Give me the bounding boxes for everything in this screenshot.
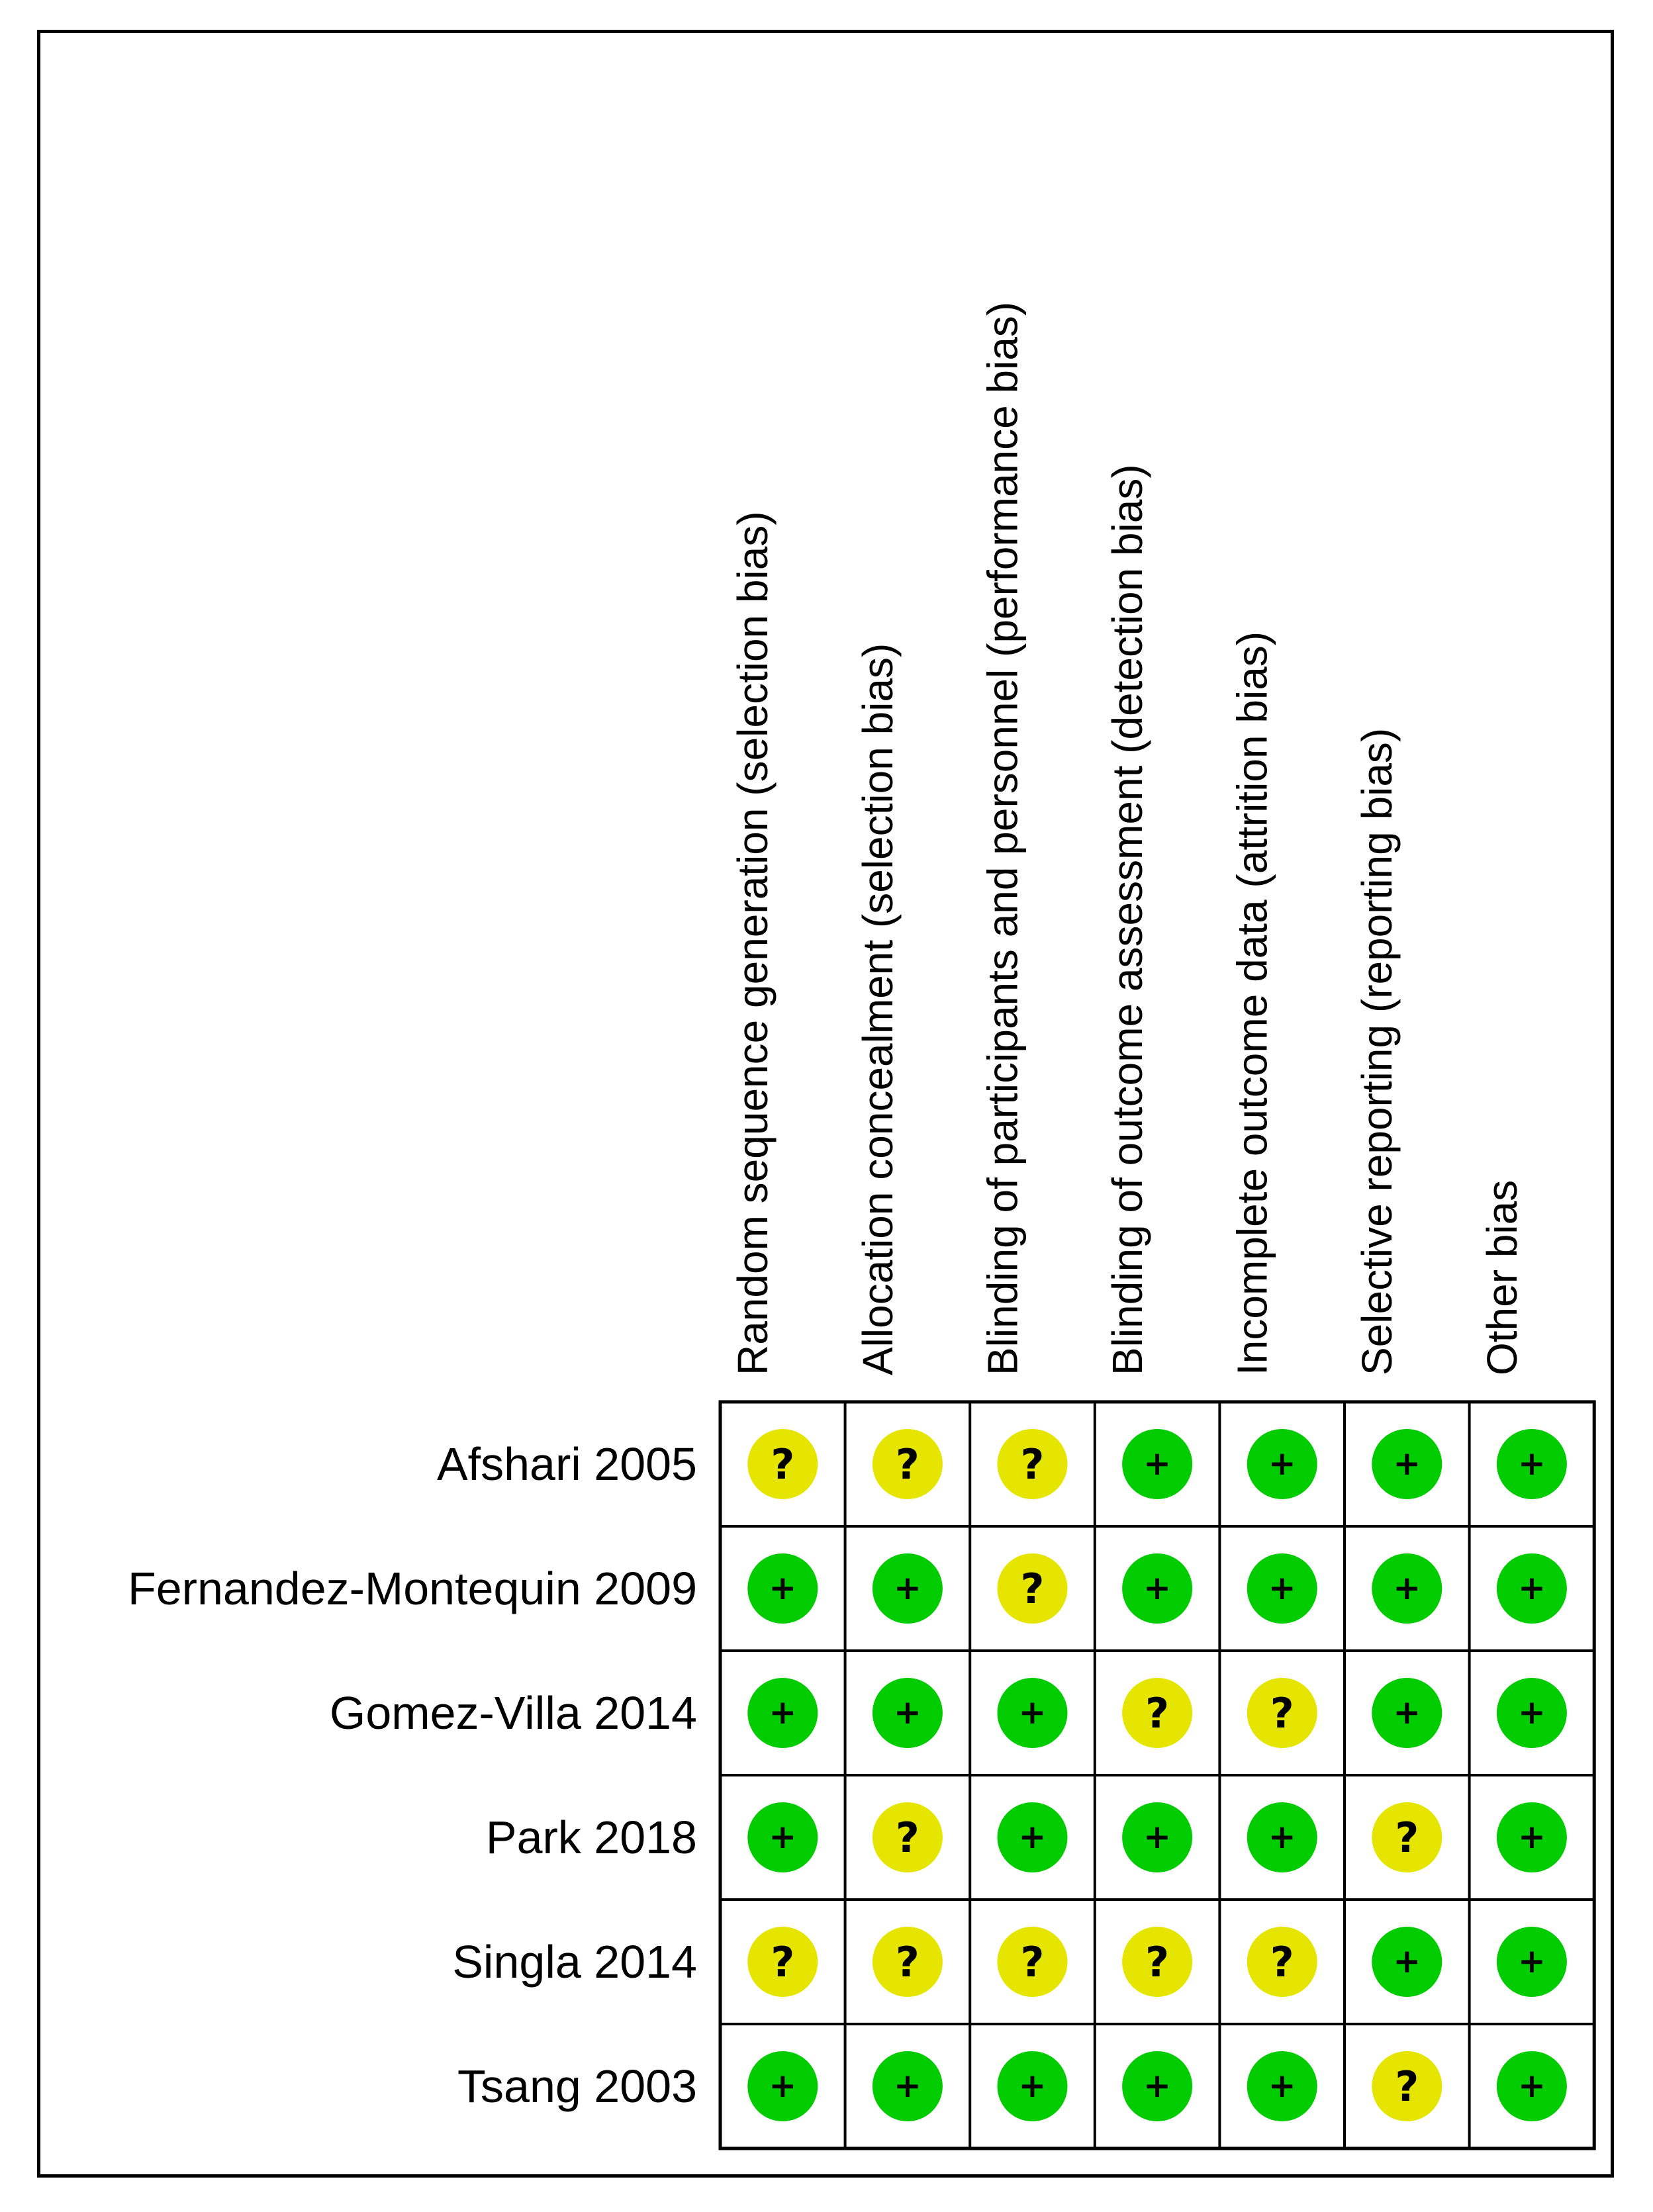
question-mark-icon: ? (771, 1440, 795, 1489)
low-risk-cell (1497, 2051, 1567, 2121)
plus-icon: + (1268, 1818, 1296, 1856)
unclear-risk-cell (747, 1927, 818, 1997)
low-risk-cell (1497, 1678, 1567, 1748)
unclear-risk-cell (873, 1927, 943, 1997)
column-label: Blinding of outcome assessment (detection bias) (1104, 464, 1152, 1375)
low-risk-cell (747, 1678, 818, 1748)
plus-icon: + (893, 1569, 921, 1607)
column-label: Allocation concealment (selection bias) (853, 643, 902, 1375)
plus-icon: + (1268, 2066, 1296, 2105)
unclear-risk-cell (1122, 1678, 1192, 1748)
plus-icon: + (1268, 1444, 1296, 1483)
low-risk-cell (747, 1553, 818, 1624)
low-risk-cell (747, 1802, 818, 1872)
column-label: Random sequence generation (selection bias) (729, 511, 777, 1375)
plus-icon: + (1517, 1818, 1546, 1856)
study-label: Park 2018 (485, 1812, 697, 1863)
plus-icon: + (1393, 1569, 1421, 1607)
low-risk-cell (998, 2051, 1068, 2121)
plus-icon: + (1517, 1693, 1546, 1731)
plus-icon: + (769, 1818, 797, 1856)
question-mark-icon: ? (895, 1814, 920, 1862)
column-label: Incomplete outcome data (attrition bias) (1228, 631, 1276, 1375)
low-risk-cell (1247, 1429, 1317, 1499)
plus-icon: + (1393, 1444, 1421, 1483)
plus-icon: + (769, 1569, 797, 1607)
plus-icon: + (1143, 1444, 1172, 1483)
unclear-risk-cell (1372, 2051, 1442, 2121)
unclear-risk-cell (873, 1802, 943, 1872)
column-label: Blinding of participants and personnel (performance bias) (978, 301, 1027, 1375)
judgement-grid (720, 1402, 1594, 2148)
question-mark-icon: ? (1145, 1689, 1170, 1737)
plus-icon: + (1517, 1942, 1546, 1980)
low-risk-cell (1122, 2051, 1192, 2121)
plus-icon: + (769, 1693, 797, 1731)
low-risk-cell (1372, 1429, 1442, 1499)
study-label: Afshari 2005 (436, 1438, 697, 1490)
low-risk-cell (1372, 1553, 1442, 1624)
unclear-risk-cell (1122, 1927, 1192, 1997)
plus-icon: + (1143, 2066, 1172, 2105)
study-label: Fernandez-Montequin 2009 (127, 1563, 697, 1614)
plus-icon: + (769, 2066, 797, 2105)
unclear-risk-cell (1372, 1802, 1442, 1872)
column-label: Selective reporting (reporting bias) (1353, 727, 1401, 1375)
unclear-risk-cell (998, 1927, 1068, 1997)
unclear-risk-cell (1247, 1927, 1317, 1997)
low-risk-cell (1497, 1802, 1567, 1872)
low-risk-cell (1372, 1678, 1442, 1748)
plus-icon: + (1143, 1818, 1172, 1856)
question-mark-icon: ? (1020, 1440, 1045, 1489)
question-mark-icon: ? (895, 1938, 920, 1986)
low-risk-cell (1497, 1553, 1567, 1624)
study-label: Tsang 2003 (457, 2060, 697, 2112)
question-mark-icon: ? (1020, 1565, 1045, 1613)
unclear-risk-cell (1247, 1678, 1317, 1748)
question-mark-icon: ? (1270, 1689, 1294, 1737)
study-label: Gomez-Villa 2014 (329, 1687, 697, 1739)
low-risk-cell (998, 1802, 1068, 1872)
low-risk-cell (998, 1678, 1068, 1748)
question-mark-icon: ? (1145, 1938, 1170, 1986)
plus-icon: + (1393, 1942, 1421, 1980)
plus-icon: + (893, 1693, 921, 1731)
question-mark-icon: ? (1395, 2062, 1419, 2111)
plus-icon: + (1018, 1693, 1047, 1731)
question-mark-icon: ? (1395, 1814, 1419, 1862)
low-risk-cell (1247, 1553, 1317, 1624)
plus-icon: + (1517, 1569, 1546, 1607)
plus-icon: + (1018, 2066, 1047, 2105)
column-labels (729, 302, 1526, 1375)
plus-icon: + (1517, 1444, 1546, 1483)
plus-icon: + (1018, 1818, 1047, 1856)
study-label: Singla 2014 (452, 1936, 697, 1988)
low-risk-cell (747, 2051, 818, 2121)
low-risk-cell (1122, 1802, 1192, 1872)
unclear-risk-cell (998, 1429, 1068, 1499)
unclear-risk-cell (747, 1429, 818, 1499)
plus-icon: + (1268, 1569, 1296, 1607)
question-mark-icon: ? (1020, 1938, 1045, 1986)
low-risk-cell (1247, 1802, 1317, 1872)
low-risk-cell (1497, 1429, 1567, 1499)
question-mark-icon: ? (771, 1938, 795, 1986)
unclear-risk-cell (873, 1429, 943, 1499)
low-risk-cell (873, 1678, 943, 1748)
plus-icon: + (1517, 2066, 1546, 2105)
low-risk-cell (1122, 1553, 1192, 1624)
low-risk-cell (1497, 1927, 1567, 1997)
plus-icon: + (1393, 1693, 1421, 1731)
column-label: Other bias (1478, 1179, 1526, 1375)
question-mark-icon: ? (1270, 1938, 1294, 1986)
low-risk-cell (1247, 2051, 1317, 2121)
low-risk-cell (1372, 1927, 1442, 1997)
low-risk-cell (1122, 1429, 1192, 1499)
low-risk-cell (873, 2051, 943, 2121)
question-mark-icon: ? (895, 1440, 920, 1489)
unclear-risk-cell (998, 1553, 1068, 1624)
row-labels (128, 1438, 697, 2112)
plus-icon: + (893, 2066, 921, 2105)
plus-icon: + (1143, 1569, 1172, 1607)
low-risk-cell (873, 1553, 943, 1624)
